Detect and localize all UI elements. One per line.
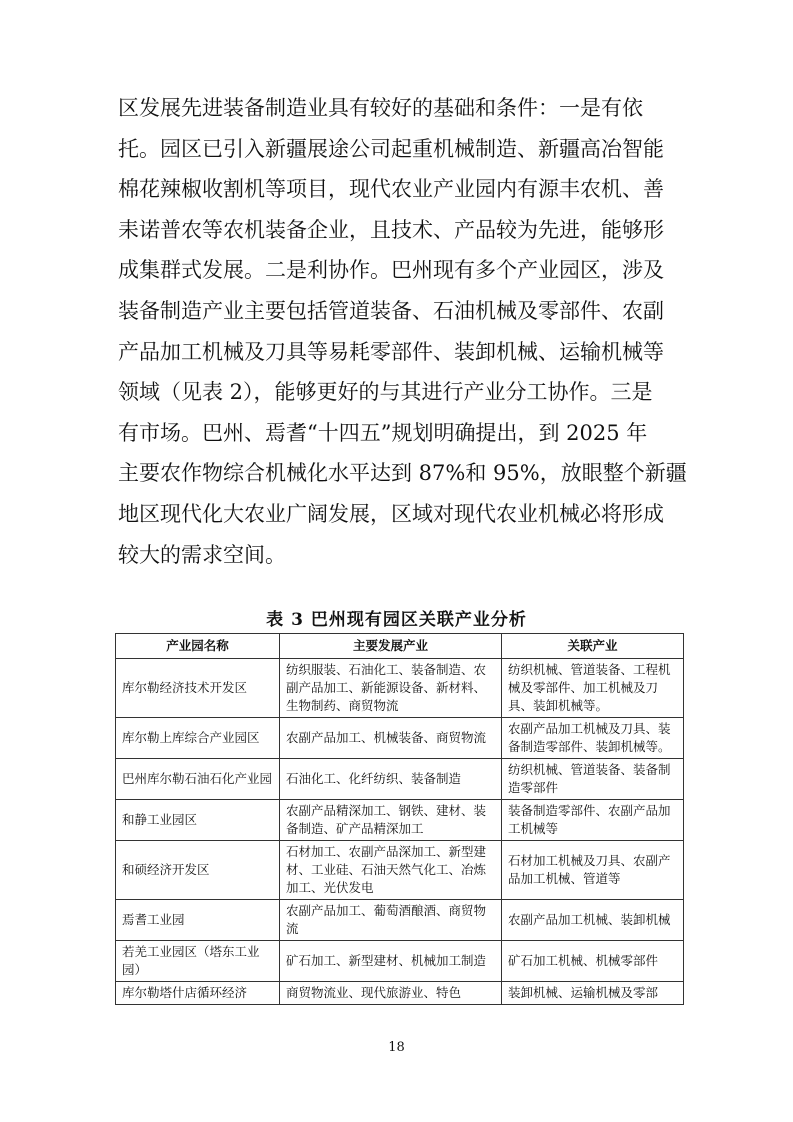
cell-park-name: 若羌工业园区（塔东工业园）	[116, 941, 280, 982]
cell-park-name: 和硕经济开发区	[116, 841, 280, 900]
cell-main-industry: 石材加工、农副产品深加工、新型建材、工业硅、石油天然气化工、冶炼加工、光伏发电	[280, 841, 502, 900]
table-row	[116, 841, 684, 900]
body-paragraph	[118, 88, 687, 575]
cell-park-name: 巴州库尔勒石油石化产业园	[116, 759, 280, 800]
cell-main-industry: 商贸物流业、现代旅游业、特色	[280, 982, 502, 1005]
cell-related-industry: 装卸机械、运输机械及零部	[502, 982, 684, 1005]
paragraph-line: 地区现代化大农业广阔发展，区域对现代农业机械必将形成	[118, 501, 664, 526]
cell-main-industry: 农副产品加工、机械装备、商贸物流	[280, 718, 502, 759]
cell-related-industry: 矿石加工机械、机械零部件	[502, 941, 684, 982]
cell-related-industry: 农副产品加工机械、装卸机械	[502, 900, 684, 941]
page-number: 18	[388, 1040, 405, 1055]
paragraph-line: 装备制造产业主要包括管道装备、石油机械及零部件、农副	[118, 298, 664, 323]
cell-park-name: 库尔勒经济技术开发区	[116, 659, 280, 718]
cell-main-industry: 纺织服装、石油化工、装备制造、农副产品加工、新能源设备、新材料、生物制药、商贸物流	[280, 659, 502, 718]
paragraph-line: 产品加工机械及刀具等易耗零部件、装卸机械、运输机械等	[118, 339, 664, 364]
header-related-industry: 关联产业	[502, 634, 684, 659]
cell-park-name: 和静工业园区	[116, 800, 280, 841]
paragraph-line: 耒诺普农等农机装备企业，且技术、产品较为先进，能够形	[118, 217, 664, 242]
header-park-name: 产业园名称	[116, 634, 280, 659]
paragraph-line: 成集群式发展。二是利协作。巴州现有多个产业园区，涉及	[118, 258, 664, 283]
table-row	[116, 718, 684, 759]
cell-related-industry: 纺织机械、管道装备、工程机械及零部件、加工机械及刀具、装卸机械等。	[502, 659, 684, 718]
paragraph-line: 有市场。巴州、焉耆“十四五”规划明确提出，到 2025 年	[118, 420, 648, 445]
paragraph-line: 棉花辣椒收割机等项目，现代农业产业园内有源丰农机、善	[118, 177, 664, 202]
cell-park-name: 库尔勒塔什店循环经济	[116, 982, 280, 1005]
cell-related-industry: 纺织机械、管道装备、装备制造零部件	[502, 759, 684, 800]
industry-table	[115, 633, 684, 1005]
table-row	[116, 900, 684, 941]
table-row	[116, 982, 684, 1005]
table-row	[116, 800, 684, 841]
cell-main-industry: 石油化工、化纤纺织、装备制造	[280, 759, 502, 800]
cell-main-industry: 矿石加工、新型建材、机械加工制造	[280, 941, 502, 982]
table-row	[116, 759, 684, 800]
cell-main-industry: 农副产品加工、葡萄酒酿酒、商贸物流	[280, 900, 502, 941]
paragraph-line: 主要农作物综合机械化水平达到 87%和 95%，放眼整个新疆	[118, 461, 687, 486]
cell-park-name: 焉耆工业园	[116, 900, 280, 941]
paragraph-line: 区发展先进装备制造业具有较好的基础和条件：一是有依	[118, 96, 643, 120]
paragraph-line: 托。园区已引入新疆展途公司起重机械制造、新疆高冶智能	[118, 136, 664, 161]
table-row	[116, 941, 684, 982]
table-header-row	[116, 634, 684, 659]
cell-related-industry: 农副产品加工机械及刀具、装备制造零部件、装卸机械等。	[502, 718, 684, 759]
cell-park-name: 库尔勒上库综合产业园区	[116, 718, 280, 759]
cell-main-industry: 农副产品精深加工、钢铁、建材、装备制造、矿产品精深加工	[280, 800, 502, 841]
cell-related-industry: 石材加工机械及刀具、农副产品加工机械、管道等	[502, 841, 684, 900]
table-caption: 表 3 巴州现有园区关联产业分析	[266, 610, 527, 630]
paragraph-line: 领域（见表 2），能够更好的与其进行产业分工协作。三是	[118, 380, 653, 405]
cell-related-industry: 装备制造零部件、农副产品加工机械等	[502, 800, 684, 841]
table-row	[116, 659, 684, 718]
paragraph-line: 较大的需求空间。	[118, 542, 286, 567]
header-main-industry: 主要发展产业	[280, 634, 502, 659]
